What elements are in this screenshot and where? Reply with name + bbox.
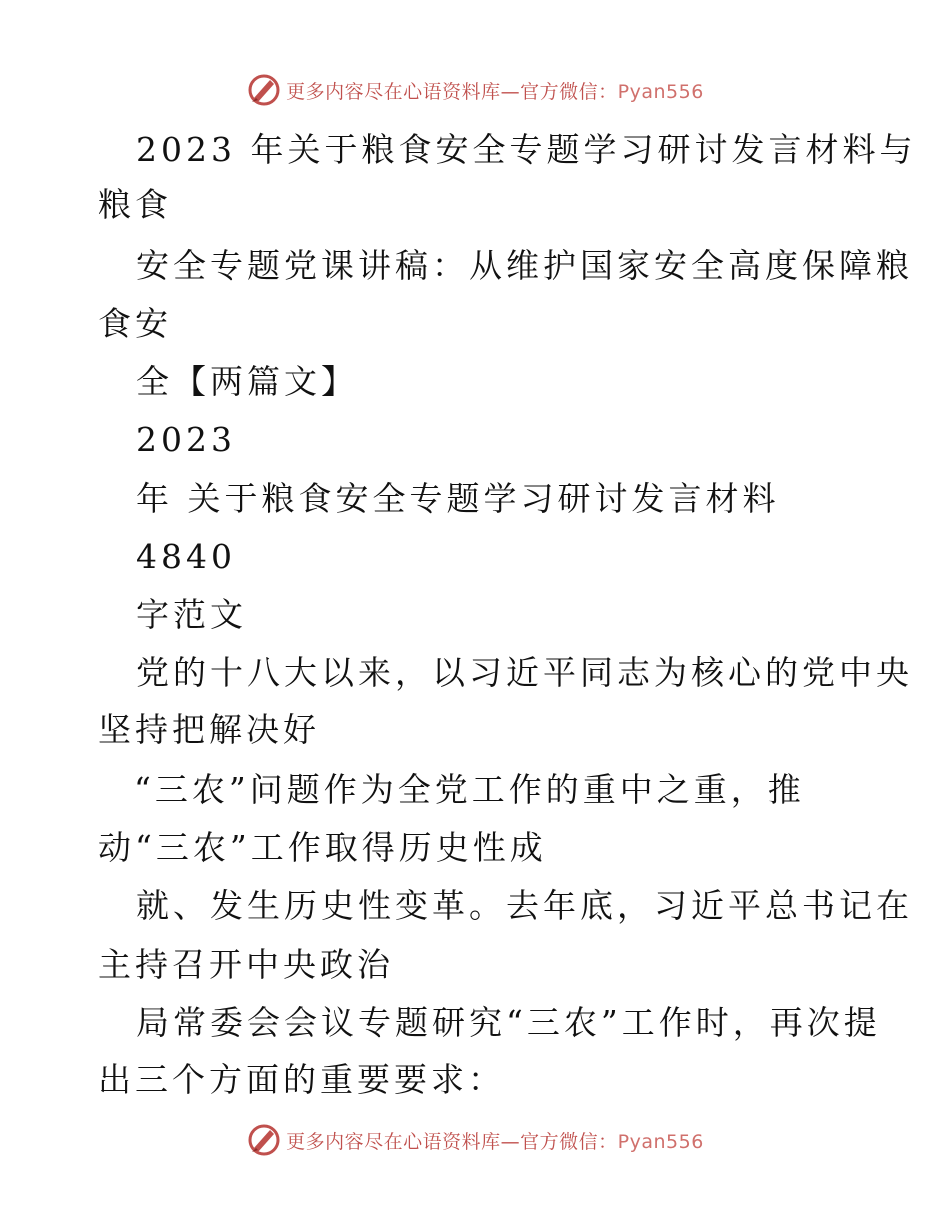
body-line: 2023 年关于粮食安全专题学习研讨发言材料与 <box>136 130 917 169</box>
body-line: 坚持把解决好 <box>98 710 320 749</box>
body-line: 动“三农”工作取得历史性成 <box>98 828 547 867</box>
body-line: 年 关于粮食安全专题学习研讨发言材料 <box>136 479 780 518</box>
body-line: 党的十八大以来，以习近平同志为核心的党中央 <box>136 653 913 692</box>
body-line: 食安 <box>98 304 172 343</box>
header-banner-inner <box>246 72 704 108</box>
pen-seal-logo-icon <box>246 72 282 108</box>
footer-banner-text <box>286 1127 704 1154</box>
body-line: 2023 <box>136 420 236 459</box>
pen-seal-logo-icon <box>246 1122 282 1158</box>
body-line: 安全专题党课讲稿：从维护国家安全高度保障粮 <box>136 246 913 285</box>
body-line: 出三个方面的重要要求： <box>98 1060 505 1099</box>
header-banner-label: 更多内容尽在心语资料库—官方微信： <box>286 80 618 103</box>
body-line: 粮食 <box>98 185 172 224</box>
footer-banner <box>0 1118 950 1162</box>
header-banner <box>0 68 950 112</box>
footer-banner-handle: Pyan556 <box>617 1130 704 1153</box>
footer-banner-label: 更多内容尽在心语资料库—官方微信： <box>286 1130 618 1153</box>
body-line: 就、发生历史性变革。去年底，习近平总书记在 <box>136 886 913 925</box>
body-line: 主持召开中央政治 <box>98 945 394 984</box>
body-line: 4840 <box>136 537 236 576</box>
footer-banner-inner <box>246 1122 704 1158</box>
body-line: 局常委会会议专题研究“三农”工作时，再次提 <box>136 1003 881 1042</box>
body-line: 字范文 <box>136 595 247 634</box>
body-line: “三农”问题作为全党工作的重中之重，推 <box>134 770 805 809</box>
header-banner-text <box>286 77 704 104</box>
header-banner-handle: Pyan556 <box>617 80 704 103</box>
body-line: 全【两篇文】 <box>136 362 358 401</box>
